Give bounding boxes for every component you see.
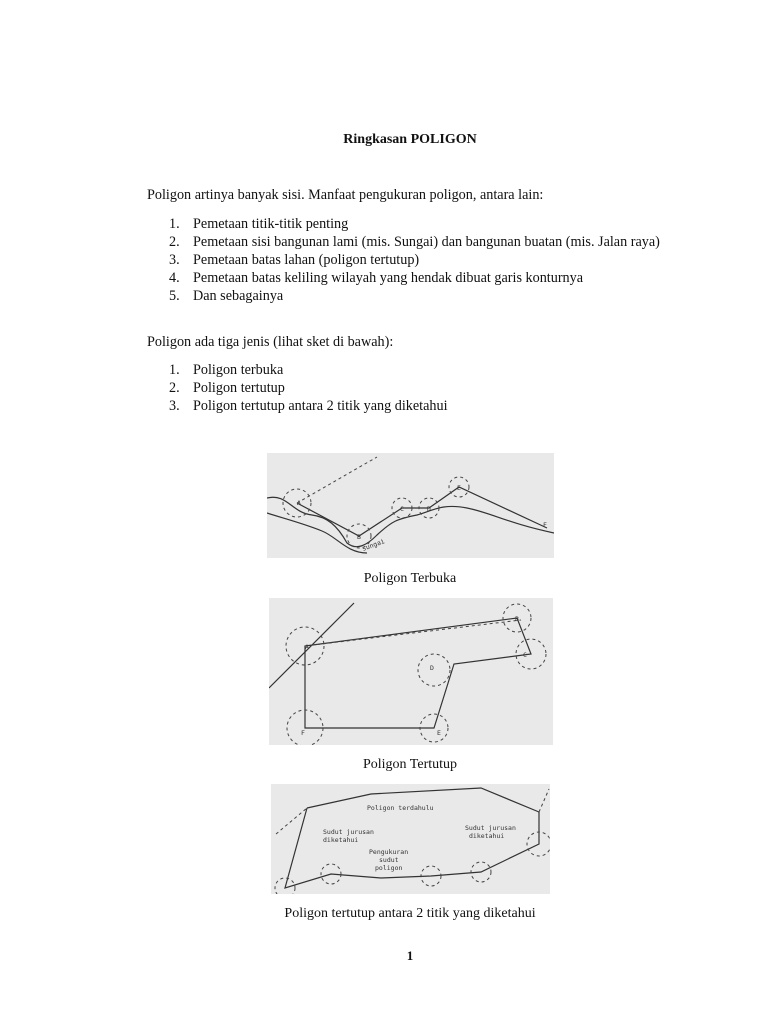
intro-paragraph: Poligon artinya banyak sisi. Manfaat pengukuran poligon, antara lain: xyxy=(147,187,544,203)
figure-closed-polygon xyxy=(269,598,553,745)
figure-caption: Poligon Tertutup xyxy=(362,757,458,772)
svg-text:C: C xyxy=(400,505,404,513)
types-intro-paragraph: Poligon ada tiga jenis (lihat sket di bawah): xyxy=(147,334,394,350)
svg-text:E: E xyxy=(457,484,461,492)
svg-text:Poligon terdahulu: Poligon terdahulu xyxy=(367,804,434,812)
page-number: 1 xyxy=(406,948,414,963)
benefits-list xyxy=(147,215,687,305)
list-item: 5. Dan sebagainya xyxy=(169,288,284,304)
svg-text:F: F xyxy=(301,729,305,737)
svg-text:C: C xyxy=(523,651,527,659)
closed-polygon-sketch xyxy=(269,598,553,745)
list-item: 2. Poligon tertutup xyxy=(169,380,285,396)
figure-open-polygon xyxy=(267,453,554,558)
list-item: 1. Pemetaan titik-titik penting xyxy=(169,216,349,232)
svg-text:E: E xyxy=(437,729,441,737)
svg-text:Pengukuran: Pengukuran xyxy=(369,848,409,856)
svg-text:sungai: sungai xyxy=(360,537,386,553)
figure-connected-polygon xyxy=(271,784,550,894)
list-item: 3. Pemetaan batas lahan (poligon tertutup) xyxy=(169,252,420,268)
types-list xyxy=(147,361,687,415)
svg-text:A: A xyxy=(305,643,309,651)
list-item: 3. Poligon tertutup antara 2 titik yang diketahui xyxy=(169,398,448,414)
svg-text:sudut: sudut xyxy=(379,856,399,864)
svg-text:A: A xyxy=(297,499,301,507)
figure-caption: Poligon tertutup antara 2 titik yang diketahui xyxy=(284,906,536,921)
list-item: 4. Pemetaan batas keliling wilayah yang hendak dibuat garis konturnya xyxy=(169,270,584,286)
svg-text:F: F xyxy=(543,521,547,529)
connected-polygon-sketch xyxy=(271,784,550,894)
svg-text:D: D xyxy=(430,664,434,672)
svg-text:B: B xyxy=(357,533,361,541)
svg-text:diketahui: diketahui xyxy=(469,832,505,840)
svg-text:D: D xyxy=(427,505,431,513)
figure-caption: Poligon Terbuka xyxy=(363,571,457,586)
svg-text:poligon: poligon xyxy=(375,864,403,872)
svg-text:B: B xyxy=(515,615,519,623)
svg-text:Sudut jurusan: Sudut jurusan xyxy=(465,824,516,832)
document-title: Ringkasan POLIGON xyxy=(343,132,477,147)
open-polygon-sketch xyxy=(267,453,554,558)
svg-text:Sudut jurusan: Sudut jurusan xyxy=(323,828,374,836)
list-item: 2. Pemetaan sisi bangunan lami (mis. Sungai) dan bangunan buatan (mis. Jalan raya) xyxy=(169,234,660,250)
svg-text:diketahui: diketahui xyxy=(323,836,359,844)
list-item: 1. Poligon terbuka xyxy=(169,362,284,378)
